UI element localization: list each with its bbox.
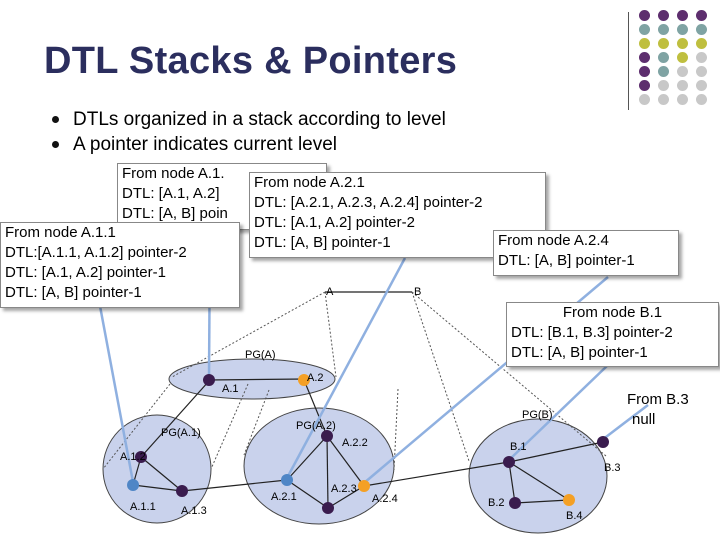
label-a23: A.2.3 [331,483,357,495]
node-a11 [127,479,139,491]
callout-line: DTL: [A, B] pointer-1 [511,344,648,361]
callout-line: null [632,411,656,428]
label-a1: A.1 [222,383,239,395]
node-b3 [597,436,609,448]
label-pg-a: PG(A) [245,349,276,361]
callout-node-b1 [506,302,719,367]
bullet-item: DTLs organized in a stack according to level [50,107,446,132]
label-a: A [326,286,334,298]
bullet-item: A pointer indicates current level [50,132,446,157]
cluster-pg-b [469,419,607,533]
node-a13 [176,485,188,497]
node-a23 [322,502,334,514]
callout-node-b3 [627,390,689,430]
label-a13: A.1.3 [181,505,207,517]
callout-line: DTL: [A.1, A.2] pointer-1 [5,264,166,281]
callout-line: From B.3 [627,391,689,408]
label-b4: B.4 [566,510,583,522]
node-b4 [563,494,575,506]
node-b1 [503,456,515,468]
callout-line: From node A.2.4 [498,232,609,249]
label-a11: A.1.1 [130,501,156,513]
callout-line: DTL: [A, B] pointer-1 [5,284,142,301]
callout-line: DTL: [A, B] pointer-1 [498,252,635,269]
label-b: B [414,286,422,298]
node-a24 [358,480,370,492]
callout-line: DTL: [B.1, B.3] pointer-2 [511,324,673,341]
label-b2: B.2 [488,497,505,509]
callout-line: DTL: [A.1, A.2] pointer-2 [254,214,415,231]
label-pg-a1: PG(A.1) [161,427,201,439]
label-pg-b: PG(B) [522,409,553,421]
node-a21 [281,474,293,486]
callout-line: From node A.1.1 [5,224,116,241]
node-b2 [509,497,521,509]
slide-title: DTL Stacks & Pointers [44,40,458,82]
label-a12: A.1.2 [120,451,146,463]
callout-line: From node A.2.1 [254,174,365,191]
callout-line: DTL:[A.1.1, A.1.2] pointer-2 [5,244,187,261]
callout-node-a11 [0,222,240,308]
callout-line: DTL: [A, B] pointer-1 [254,234,391,251]
callout-line: DTL: [A, B] poin [122,205,228,222]
label-a22: A.2.2 [342,437,368,449]
label-b1: B.1 [510,441,527,453]
label-b3: B.3 [604,462,621,474]
callout-line: DTL: [A.1, A.2] [122,185,220,202]
callout-line: DTL: [A.2.1, A.2.3, A.2.4] pointer-2 [254,194,483,211]
label-a2: A.2 [307,372,324,384]
callout-node-a24 [493,230,679,276]
label-pg-a2: PG(A.2) [296,420,336,432]
node-a1 [203,374,215,386]
label-a21: A.2.1 [271,491,297,503]
label-a24: A.2.4 [372,493,398,505]
callout-line: From node B.1 [562,304,663,321]
callout-line: From node A.1. [122,165,225,182]
